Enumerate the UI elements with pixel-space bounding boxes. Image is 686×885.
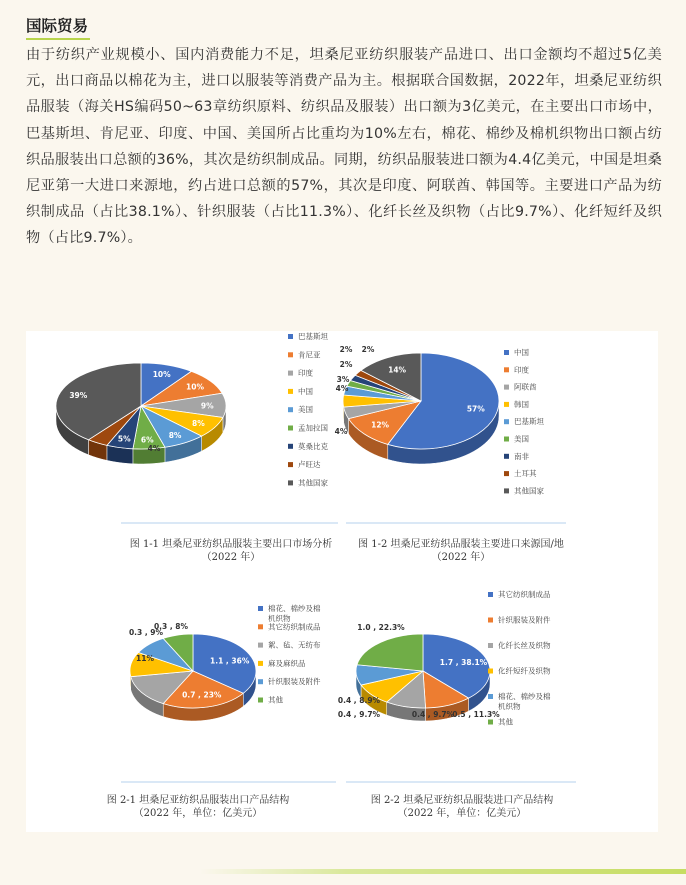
slice-label-2-2: 12% <box>371 420 390 430</box>
pie-slice-4-6 <box>357 634 423 671</box>
legend-label-1-2: 肯尼亚 <box>298 350 321 360</box>
legend-swatch-1-4 <box>288 389 293 394</box>
chart-3 <box>107 603 336 819</box>
legend-label-3-5: 针织服装及附件 <box>268 677 321 687</box>
legend-label-4-5 <box>498 691 551 711</box>
slice-label-4-5: 0.4 , 8.9% <box>337 696 381 705</box>
caption-subtitle-1: （2022 年） <box>201 552 261 563</box>
legend-label-3-1 <box>268 603 321 623</box>
legend-swatch-1-1 <box>288 334 293 339</box>
legend-label-3-4: 麻及麻织品 <box>268 658 306 668</box>
chart-4 <box>338 589 576 819</box>
legend-swatch-1-2 <box>288 352 293 357</box>
slice-label-2-1: 57% <box>466 404 485 414</box>
slice-label-1-1: 10% <box>152 370 171 380</box>
legend-swatch-1-9 <box>288 480 293 485</box>
legend-swatch-3-4 <box>258 661 263 666</box>
legend-swatch-1-8 <box>288 462 293 467</box>
legend-label-3-2: 其它纺织制成品 <box>268 622 321 632</box>
slice-label-4-4: 0.4 , 9.7% <box>337 710 381 719</box>
legend-label-2-9: 其他国家 <box>514 486 544 496</box>
figure-panel <box>26 331 658 832</box>
slice-label-2-3: 4% <box>334 427 348 436</box>
legend-label-4-2: 针织服装及附件 <box>498 615 551 625</box>
slice-label-2-9: 14% <box>388 365 407 375</box>
legend-swatch-3-5 <box>258 679 263 684</box>
slice-label-1-5: 8% <box>168 430 182 440</box>
legend-swatch-2-6 <box>504 437 509 442</box>
slice-label-1-4: 8% <box>192 418 205 428</box>
legend-swatch-4-3 <box>488 643 493 648</box>
legend-swatch-2-3 <box>504 385 509 390</box>
legend-label-1-5: 美国 <box>298 405 313 415</box>
slice-label-2-8: 2% <box>361 345 375 354</box>
slice-label-2-4: 4% <box>335 384 349 393</box>
legend-line: 棉花、棉纱及棉 <box>268 604 321 613</box>
caption-subtitle-4: （2022 年，单位：亿美元） <box>397 808 527 819</box>
slice-label-3-2: 0.7 , 23% <box>182 690 222 700</box>
slice-label-1-7: 5% <box>117 434 131 444</box>
legend-swatch-4-2 <box>488 618 493 623</box>
legend-swatch-2-2 <box>504 367 509 372</box>
legend-swatch-2-8 <box>504 471 509 476</box>
legend-line: 机织物 <box>268 614 291 623</box>
legend-label-1-7: 莫桑比克 <box>298 441 328 451</box>
caption-title-3: 图 2-1 坦桑尼亚纺织品服装出口产品结构 <box>106 795 290 806</box>
legend-label-1-6: 孟加拉国 <box>298 423 328 433</box>
legend-label-2-5: 巴基斯坦 <box>514 417 544 427</box>
slice-label-3-5: 0.3 , 9% <box>128 628 164 637</box>
slice-label-1-6: 6% <box>140 435 154 445</box>
legend-swatch-2-7 <box>504 454 509 459</box>
slice-label-4-2: 0.5 , 11.3% <box>452 710 500 719</box>
figure-svg <box>26 331 658 832</box>
slice-label-3-4: 11% <box>136 654 154 663</box>
slice-label-3-1: 1.1 , 36% <box>210 656 250 666</box>
legend-swatch-4-4 <box>488 669 493 674</box>
chart-1 <box>56 331 338 563</box>
legend-swatch-3-6 <box>258 698 263 703</box>
legend-swatch-2-9 <box>504 488 509 493</box>
slice-label-2-5: 3% <box>336 375 350 384</box>
legend-swatch-3-3 <box>258 643 263 648</box>
legend-swatch-2-1 <box>504 350 509 355</box>
caption-subtitle-2: （2022 年） <box>431 552 491 563</box>
legend-label-1-3: 印度 <box>298 368 313 378</box>
legend-label-4-6: 其他 <box>498 717 513 727</box>
legend-swatch-1-6 <box>288 426 293 431</box>
legend-label-4-1: 其它纺织制成品 <box>498 590 551 599</box>
slice-label-2-7: 2% <box>339 345 353 354</box>
legend-swatch-1-7 <box>288 444 293 449</box>
slice-label-1-9: 39% <box>69 391 88 400</box>
caption-title-1: 图 1-1 坦桑尼亚纺织品服装主要出口市场分析 <box>129 539 333 550</box>
legend-swatch-2-5 <box>504 419 509 424</box>
legend-line: 棉花、棉纱及棉 <box>498 692 551 701</box>
legend-label-1-8: 卢旺达 <box>298 460 321 470</box>
caption-title-2: 图 1-2 坦桑尼亚纺织品服装主要进口来源国/地 <box>358 539 564 550</box>
legend-label-1-9: 其他国家 <box>298 478 328 488</box>
legend-label-2-2: 印度 <box>514 365 529 375</box>
legend-label-1-1: 巴基斯坦 <box>298 332 328 341</box>
legend-label-2-1: 中国 <box>514 348 529 357</box>
legend-line: 机织物 <box>498 702 521 711</box>
caption-subtitle-3: （2022 年，单位：亿美元） <box>133 808 263 819</box>
section-title: 国际贸易 <box>26 14 88 36</box>
legend-swatch-4-1 <box>488 592 493 597</box>
slice-label-1-2: 10% <box>186 382 204 392</box>
slice-label-2-6: 2% <box>339 360 353 369</box>
legend-label-2-3: 阿联酋 <box>514 382 537 392</box>
legend-label-2-8: 土耳其 <box>514 469 537 479</box>
legend-label-2-7: 南非 <box>514 451 529 461</box>
legend-swatch-2-4 <box>504 402 509 407</box>
legend-label-4-4: 化纤短纤及织物 <box>498 666 551 676</box>
legend-swatch-1-3 <box>288 371 293 376</box>
legend-swatch-3-1 <box>258 606 263 611</box>
caption-title-4: 图 2-2 坦桑尼亚纺织品服装进口产品结构 <box>370 795 554 806</box>
slice-label-4-1: 1.7 , 38.1% <box>439 658 488 668</box>
body-paragraph: 由于纺织产业规模小、国内消费能力不足，坦桑尼亚纺织服装产品进口、出口金额均不超过5亿美元，出口商品以棉花为主，进口以服装等消费产品为主。根据联合国数据，2022年，坦桑尼亚纺织品服装（海关HS编码50~63章纺织原料、纺织品及服装）出口额为3亿美元，在主要出口市场中，巴基斯坦、肯尼亚、印度、中国、美国所占比重均为10%左右，棉花、棉纱及棉机织物出口额占纺织品服装出口总额的36%，其次是纺织制成品。同期，纺织品服装进口额为4.4亿美元，中国是坦桑尼亚第一大进口来源地，约占进口总额的57%，其次是印度、阿联酋、韩国等。主要进口产品为纺织制成品（占比38.1%）、针织服装（占比11.3%）、化纤长丝及织物（占比9.7%）、化纤短纤及织物（占比9.7%）。 <box>26 47 662 247</box>
chart-2 <box>335 345 566 563</box>
legend-label-3-6: 其他 <box>268 695 283 705</box>
legend-label-2-6: 美国 <box>514 434 529 444</box>
legend-swatch-3-2 <box>258 624 263 629</box>
legend-label-1-4: 中国 <box>298 386 313 396</box>
slice-label-4-3: 0.4 , 9.7% <box>411 710 455 719</box>
legend-swatch-1-5 <box>288 407 293 412</box>
legend-label-4-3: 化纤长丝及织物 <box>498 641 551 650</box>
slice-label-1-8: 4% <box>147 444 161 453</box>
legend-swatch-4-5 <box>488 694 493 699</box>
legend-swatch-4-6 <box>488 720 493 725</box>
slice-label-3-6: 0.3 , 8% <box>153 622 189 631</box>
slice-label-4-6: 1.0 , 22.3% <box>357 623 405 632</box>
slice-label-1-3: 9% <box>200 401 214 411</box>
legend-label-2-4: 韩国 <box>514 399 529 409</box>
legend-label-3-3: 絮、毡、无纺布 <box>268 640 321 650</box>
footer-stripe <box>200 869 686 874</box>
